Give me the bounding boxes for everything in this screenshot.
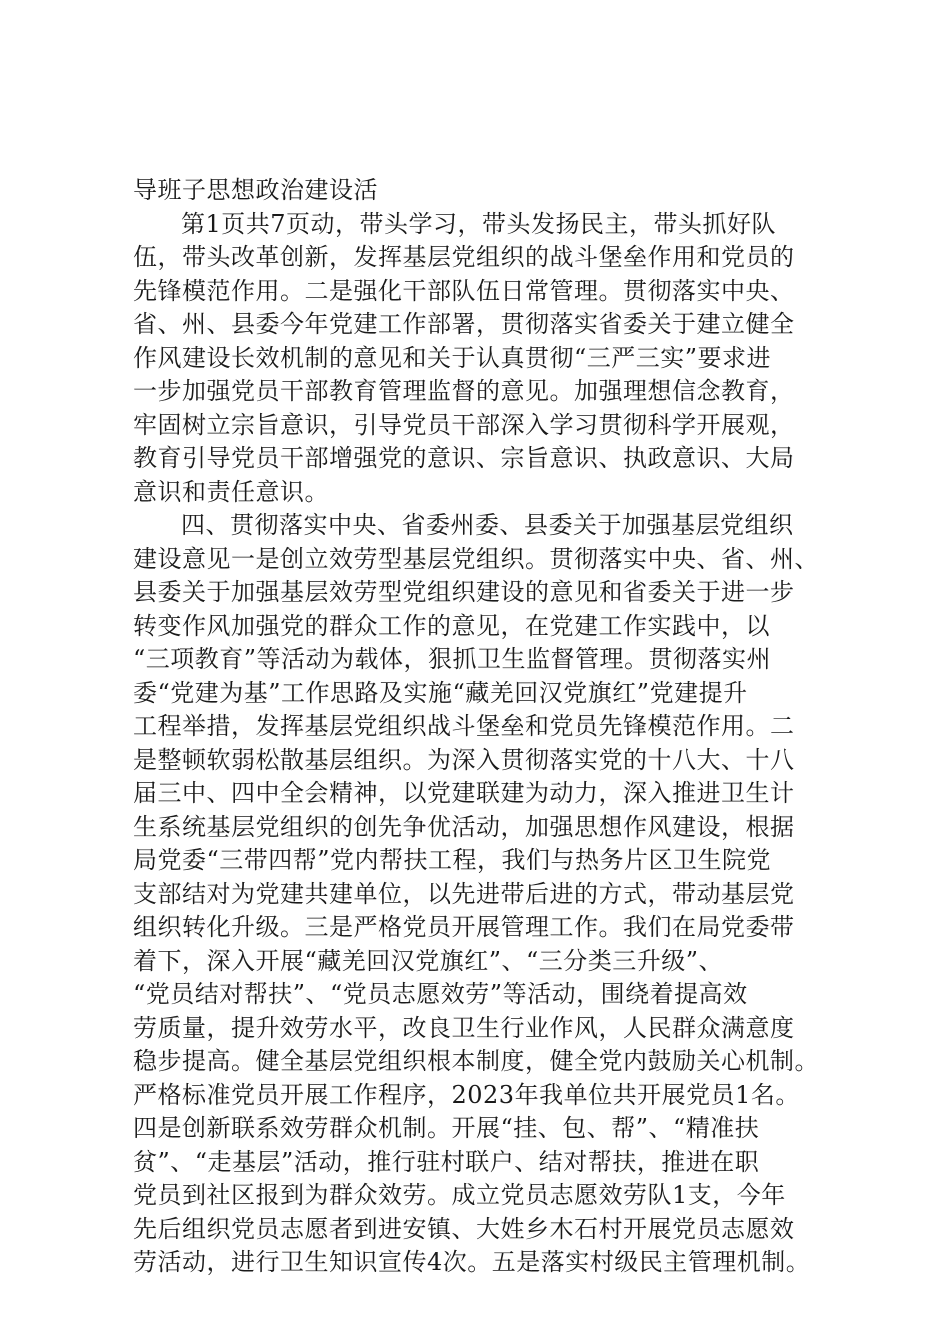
document-body [133, 174, 833, 1280]
body-text-line: 教育引导党员干部增强党的意识、宗旨意识、执政意识、大局 [133, 444, 795, 472]
body-text-line: “党员结对帮扶”、“党员志愿效劳”等活动，围绕着提高效 [133, 980, 748, 1008]
body-text-line: 转变作风加强党的群众工作的意见，在党建工作实践中，以 [133, 611, 770, 640]
body-text-line: 贫”、“走基层”活动，推行驻村联户、结对帮扶，推进在职 [133, 1147, 760, 1176]
body-text-line: 工程举措，发挥基层党组织战斗堡垒和党员先锋模范作用。二 [133, 712, 795, 740]
body-text-line: 建设意见一是创立效劳型基层党组织。贯彻落实中央、省、州、 [133, 544, 819, 573]
body-text-line: 劳质量，提升效劳水平，改良卫生行业作风，人民群众满意度 [133, 1013, 795, 1042]
body-text-line: 一步加强党员干部教育管理监督的意见。加强理想信念教育， [133, 377, 795, 405]
body-text-line: 导班子思想政治建设活 [133, 176, 378, 204]
body-text-line: 稳步提高。健全基层党组织根本制度，健全党内鼓励关心机制。 [133, 1047, 819, 1075]
body-text-line: 局党委“三带四帮”党内帮扶工程，我们与热务片区卫生院党 [133, 846, 772, 874]
body-text-line: 届三中、四中全会精神，以党建联建为动力，深入推进卫生计 [133, 779, 795, 807]
body-text-line: 先后组织党员志愿者到进安镇、大姓乡木石村开展党员志愿效 [133, 1214, 795, 1243]
body-text-line: 支部结对为党建共建单位，以先进带后进的方式，带动基层党 [133, 879, 795, 908]
body-text-line: 先锋模范作用。二是强化干部队伍日常管理。贯彻落实中央、 [133, 276, 795, 305]
body-text-line: 伍，带头改革创新，发挥基层党组织的战斗堡垒作用和党员的 [133, 243, 795, 271]
body-text-line: 牢固树立宗旨意识，引导党员干部深入学习贯彻科学开展观， [133, 410, 795, 439]
body-text-line: 省、州、县委今年党建工作部署，贯彻落实省委关于建立健全 [133, 310, 795, 338]
body-text-line: 作风建设长效机制的意见和关于认真贯彻“三严三实”要求进 [133, 343, 772, 372]
body-text-line: 县委关于加强基层效劳型党组织建设的意见和省委关于进一步 [133, 578, 795, 606]
body-text-line: 劳活动，进行卫生知识宣传4次。五是落实村级民主管理机制。 [133, 1248, 811, 1276]
body-text-line: “三项教育”等活动为载体，狠抓卫生监督管理。贯彻落实州 [133, 645, 772, 673]
body-text-line: 是整顿软弱松散基层组织。为深入贯彻落实党的十八大、十八 [133, 745, 795, 774]
body-text-line: 党员到社区报到为群众效劳。成立党员志愿效劳队1支，今年 [133, 1181, 786, 1209]
body-text-line: 意识和责任意识。 [133, 477, 329, 506]
body-text-line: 严格标准党员开展工作程序，2023年我单位共开展党员1名。 [133, 1080, 800, 1109]
body-text-line: 四是创新联系效劳群众机制。开展“挂、包、帮”、“精准扶 [133, 1114, 760, 1142]
body-text-line: 第1页共7页动，带头学习，带头发扬民主，带头抓好队 [181, 209, 777, 238]
body-text-line: 委“党建为基”工作思路及实施“藏羌回汉党旗红”党建提升 [133, 678, 748, 707]
body-text-line: 四、贯彻落实中央、省委州委、县委关于加强基层党组织 [181, 511, 794, 539]
body-text-line: 着下，深入开展“藏羌回汉党旗红”、“三分类三升级”、 [133, 946, 724, 975]
body-text-line: 组织转化升级。三是严格党员开展管理工作。我们在局党委带 [133, 913, 795, 941]
body-text-line: 生系统基层党组织的创先争优活动，加强思想作风建设，根据 [133, 812, 795, 841]
